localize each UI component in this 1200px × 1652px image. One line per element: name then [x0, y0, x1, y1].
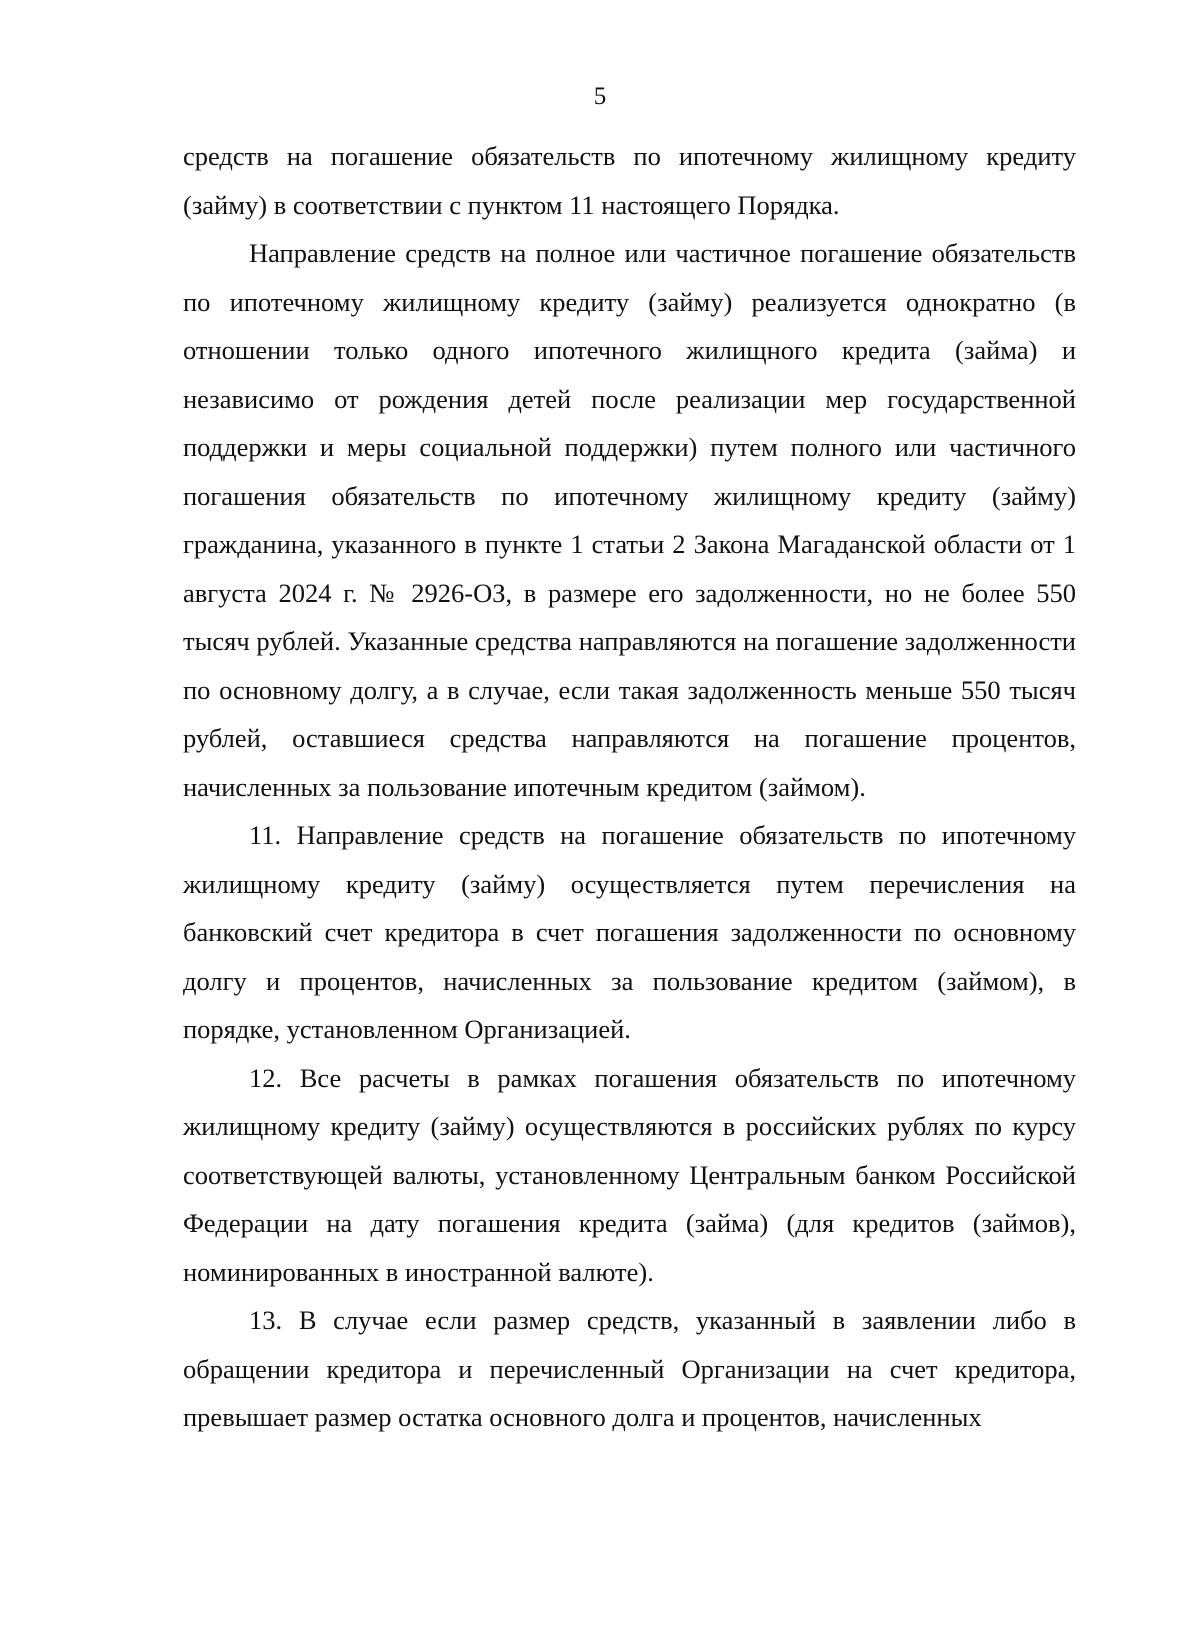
paragraph-continuation: средств на погашение обязательств по ипотечному жилищному кредиту (займу) в соответствии с пунктом 11 настоящего Порядка. — [183, 141, 1076, 220]
paragraph-item-12: 12. Все расчеты в рамках погашения обязательств по ипотечному жилищному кредиту (займу) осуществляются в российских рублях по курсу соответствующей валюты, установленному Центральным банком Российской Федерации на дату погашения кредита (займа) (для кредитов (займов), номинированных в иностранной валюте). — [183, 1062, 1076, 1287]
document-body — [183, 132, 1076, 1442]
paragraph-mortgage-repayment: Направление средств на полное или частичное погашение обязательств по ипотечному жилищному кредиту (займу) реализуется однократно (в отношении только одного ипотечного жилищного кредита (займа) и независимо от рождения детей после реализации мер государственной поддержки и меры социальной поддержки) путем полного или частичного погашения обязательств по ипотечному жилищному кредиту (займу) гражданина, указанного в пункте 1 статьи 2 Закона Магаданской области от 1 августа 2024 г. № 2926-ОЗ, в размере его задолженности, но не более 550 тысяч рублей. Указанные средства направляются на погашение задолженности по основному долгу, а в случае, если такая задолженность меньше 550 тысяч рублей, оставшиеся средства направляются на погашение процентов, начисленных за пользование ипотечным кредитом (займом). — [183, 238, 1076, 802]
paragraph-item-13: 13. В случае если размер средств, указанный в заявлении либо в обращении кредитора и перечисленный Организации на счет кредитора, превышает размер остатка основного долга и процентов, начисленных — [183, 1305, 1076, 1432]
page-number: 5 — [593, 83, 607, 110]
paragraph-item-11: 11. Направление средств на погашение обязательств по ипотечному жилищному кредиту (займу) осуществляется путем перечисления на банковский счет кредитора в счет погашения задолженности по основному долгу и процентов, начисленных за пользование кредитом (займом), в порядке, установленном Организацией. — [183, 820, 1076, 1044]
